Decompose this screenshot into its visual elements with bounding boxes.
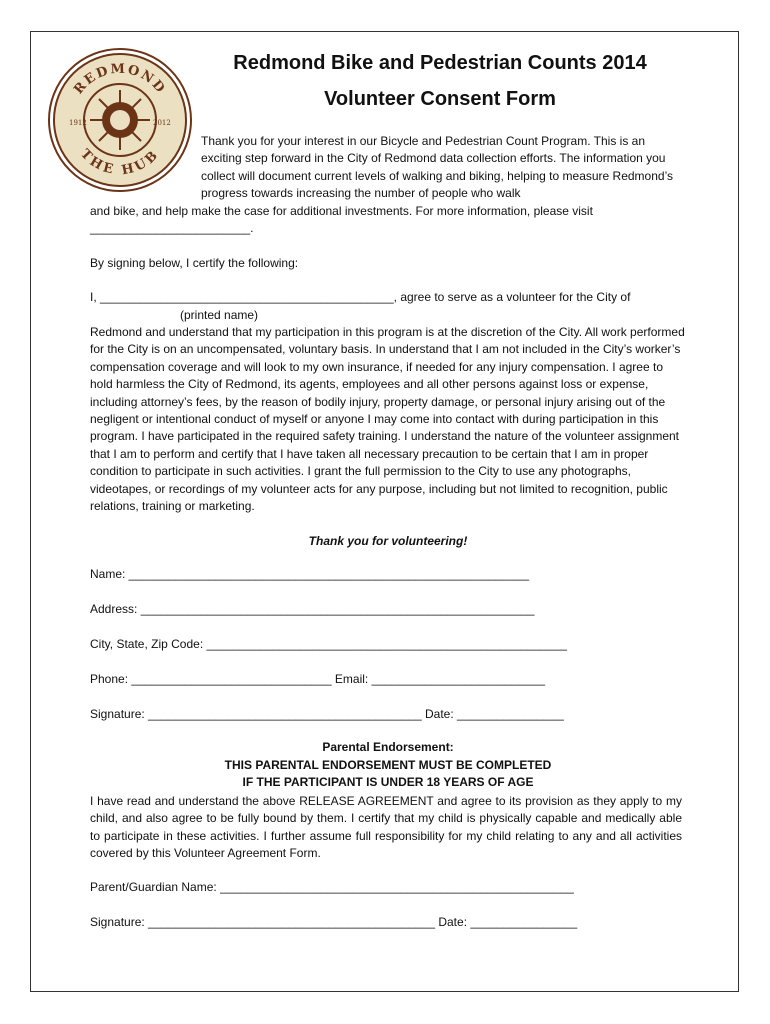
guardian-signature-field[interactable]: Signature: ___________________________________________ Date: ________________ bbox=[90, 915, 578, 929]
form-title: Redmond Bike and Pedestrian Counts 2014 bbox=[233, 52, 647, 74]
redmond-logo bbox=[45, 45, 195, 195]
phone-email-field[interactable]: Phone: ______________________________ Email: __________________________ bbox=[90, 672, 546, 686]
certify-heading: By signing below, I certify the following: bbox=[90, 256, 299, 270]
parental-notice-line1: THIS PARENTAL ENDORSEMENT MUST BE COMPLETED bbox=[224, 758, 552, 772]
logo-year-right: 2012 bbox=[153, 119, 171, 127]
logo-top-text: REDMOND bbox=[71, 61, 169, 98]
thank-you-note: Thank you for volunteering! bbox=[308, 534, 468, 548]
logo-bottom-text: THE HUB bbox=[77, 146, 163, 179]
parental-heading: Parental Endorsement: bbox=[322, 740, 454, 754]
intro-paragraph-continued: and bike, and help make the case for additional investments. For more information, please visit ________________________. bbox=[90, 204, 593, 236]
printed-name-caption: (printed name) bbox=[180, 308, 259, 322]
name-field[interactable]: Name: ____________________________________________________________ bbox=[90, 567, 530, 581]
logo-year-left: 1912 bbox=[69, 119, 87, 127]
signature-date-field[interactable]: Signature: _________________________________________ Date: ________________ bbox=[90, 707, 564, 721]
agreement-body: Redmond and understand that my participation in this program is at the discretion of the City. All work performed for the City is on an uncompensated, voluntary basis. In understand that I am not included in the City’s worker’s compensation coverage and will look to my own insurance, if needed for any injury compensation. I agree to hold harmless the City of Redmond, its agents, employees and all other persons against loss or expense, including attorney’s fees, by the reason of bodily injury, property damage, or personal injury arising out of the negligent or intentional conduct of myself or anyone I may come into contact with during participation in this program. I have participated in the required safety training. I understand the nature of the volunteer assignment that I am to perform and certify that I have taken all necessary precaution to be certain that I am in proper condition to participate in such activities. I grant the full permission to the City to use any photographs, videotapes, or recordings of my volunteer acts for any purpose, including but not limited to recognition, public relations, training or marketing. bbox=[90, 325, 685, 514]
intro-paragraph: Thank you for your interest in our Bicycle and Pedestrian Count Program. This is an exciting step forward in the City of Redmond data collection efforts. The information you collect will document current levels of walking and biking, helping to measure Redmond’s progress towards increasing the number of people who walk bbox=[201, 134, 674, 201]
parental-body: I have read and understand the above RELEASE AGREEMENT and agree to its provision as they apply to my child, and also agree to be fully bound by them. I certify that my child is physically capable and medically able to participate in these activities. I further assume full responsibility for my child relating to any and all activities covered by this Volunteer Agreement Form. bbox=[90, 794, 682, 861]
printed-name-line[interactable]: I, ____________________________________________, agree to serve as a volunteer for the City of bbox=[90, 290, 631, 304]
address-field[interactable]: Address: ___________________________________________________________ bbox=[90, 602, 535, 616]
parental-notice-line2: IF THE PARTICIPANT IS UNDER 18 YEARS OF AGE bbox=[242, 775, 534, 789]
guardian-name-field[interactable]: Parent/Guardian Name: _____________________________________________________ bbox=[90, 880, 574, 894]
form-subtitle: Volunteer Consent Form bbox=[324, 88, 556, 110]
city-state-zip-field[interactable]: City, State, Zip Code: ______________________________________________________ bbox=[90, 637, 567, 651]
